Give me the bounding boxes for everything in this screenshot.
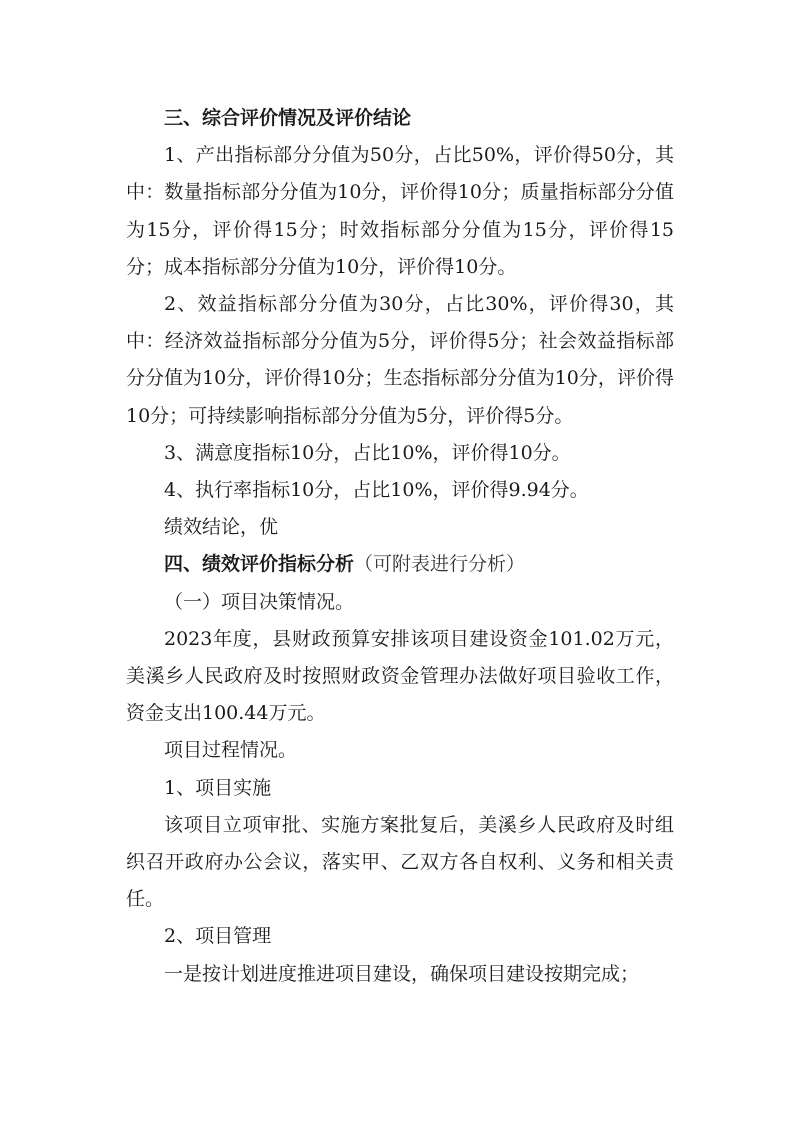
paragraph-satisfaction: 3、满意度指标10分，占比10%，评价得10分。 bbox=[164, 441, 571, 464]
section-heading-4 bbox=[126, 546, 674, 583]
paragraph-benefit-indicators: 2、效益指标部分分值为30分，占比30%，评价得30，其中：经济效益指标部分分值为5分，评价得5分；社会效益指标部分分值为10分，评价得10分；生态指标部分分值为10分，评价得10分；可持续影响指标部分分值为5分，评价得5分。 bbox=[126, 293, 674, 427]
document-body bbox=[126, 100, 674, 993]
section-heading-3: 三、综合评价情况及评价结论 bbox=[164, 107, 412, 129]
paragraph-implementation: 该项目立项审批、实施方案批复后，美溪乡人民政府及时组织召开政府办公会议，落实甲、乙双方各自权利、义务和相关责任。 bbox=[126, 813, 674, 911]
subheading-process: 项目过程情况。 bbox=[164, 739, 298, 762]
paragraph-conclusion: 绩效结论，优 bbox=[164, 516, 279, 539]
section-heading-4-note: （可附表进行分析） bbox=[354, 553, 526, 576]
subheading-implementation: 1、项目实施 bbox=[164, 776, 272, 799]
subheading-management: 2、项目管理 bbox=[164, 925, 272, 948]
section-heading-4-title: 四、绩效评价指标分析 bbox=[164, 553, 355, 576]
paragraph-budget: 2023年度，县财政预算安排该项目建设资金101.02万元，美溪乡人民政府及时按照财政资金管理办法做好项目验收工作，资金支出100.44万元。 bbox=[126, 627, 674, 725]
paragraph-execution-rate: 4、执行率指标10分，占比10%，评价得9.94分。 bbox=[164, 479, 589, 502]
paragraph-management: 一是按计划进度推进项目建设，确保项目建设按期完成； bbox=[164, 962, 640, 985]
subheading-decision: （一）项目决策情况。 bbox=[164, 590, 355, 613]
paragraph-output-indicators: 1、产出指标部分分值为50分，占比50%，评价得50分，其中：数量指标部分分值为10分，评价得10分；质量指标部分分值为15分，评价得15分；时效指标部分分值为15分，评价得15分；成本指标部分分值为10分，评价得10分。 bbox=[126, 144, 674, 278]
